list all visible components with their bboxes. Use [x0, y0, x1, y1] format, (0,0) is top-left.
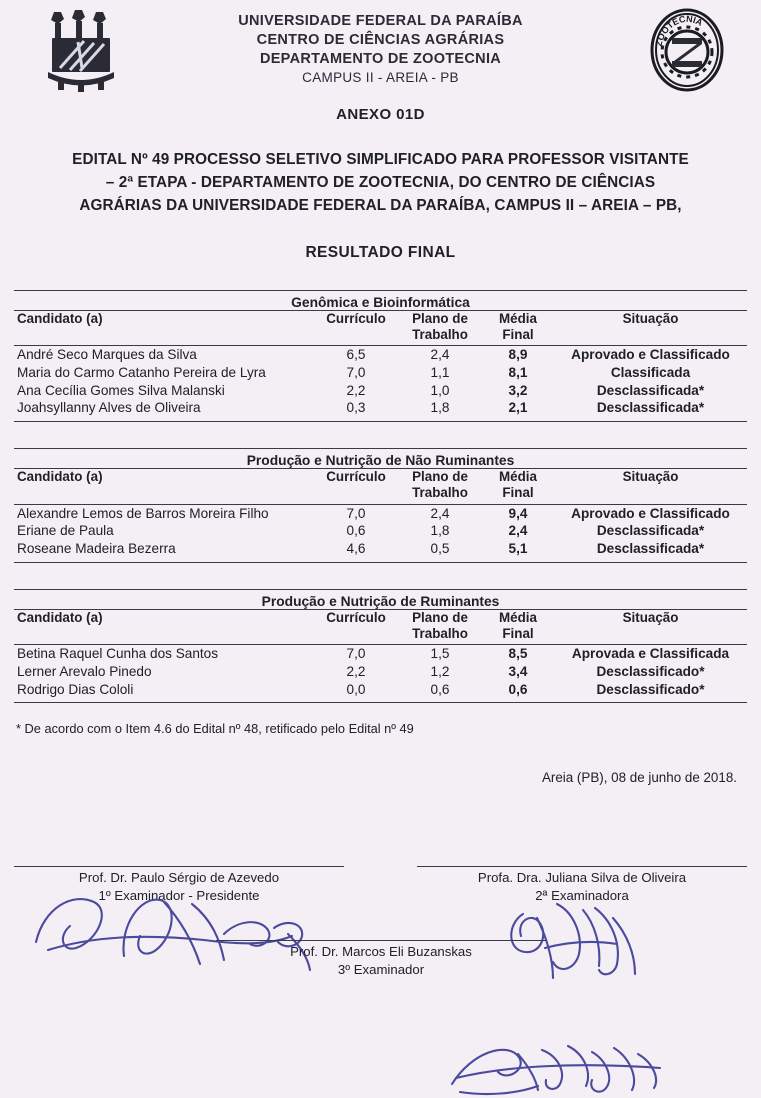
cell-media: 5,1 — [508, 541, 528, 557]
table-row — [14, 346, 747, 364]
cell-situacao: Desclassificado* — [596, 681, 705, 697]
cell-curriculo: 6,5 — [346, 347, 366, 363]
ufpb-coat-of-arms-icon — [38, 8, 130, 94]
table-bottom-rule — [14, 558, 747, 563]
col-header-situacao: Situação — [622, 609, 679, 625]
cell-candidate: Betina Raquel Cunha dos Santos — [17, 646, 219, 662]
col-header-plano-line1: Plano de — [412, 609, 468, 625]
signature-name-1: Prof. Dr. Paulo Sérgio de Azevedo — [78, 870, 280, 886]
col-header-media — [482, 609, 554, 641]
cell-media: 3,4 — [508, 664, 528, 680]
signature-name-2: Profa. Dra. Juliana Silva de Oliveira — [477, 870, 687, 886]
col-header-media-line2: Final — [502, 326, 534, 342]
table-row — [14, 645, 747, 663]
cell-curriculo: 2,2 — [346, 664, 366, 680]
col-header-plano-line2: Trabalho — [412, 484, 468, 500]
date-line: Areia (PB), 08 de junho de 2018. — [541, 770, 737, 786]
table-row — [14, 663, 747, 681]
cell-candidate: Ana Cecília Gomes Silva Malanski — [17, 382, 225, 398]
col-header-candidate: Candidato (a) — [17, 609, 103, 625]
col-header-plano — [398, 310, 482, 342]
annex-label: ANEXO 01D — [336, 106, 425, 123]
results-tables — [14, 290, 747, 704]
institution-line-2: CENTRO DE CIÊNCIAS AGRÁRIAS — [256, 32, 505, 49]
signature-rule-3 — [216, 940, 546, 941]
cell-plano: 1,5 — [430, 646, 450, 662]
col-header-media-line2: Final — [502, 625, 534, 641]
cell-curriculo: 7,0 — [346, 646, 366, 662]
cell-media: 0,6 — [508, 681, 528, 697]
svg-text:ZOOTECNIA: ZOOTECNIA — [653, 13, 705, 48]
cell-plano: 1,8 — [430, 523, 450, 539]
col-header-situacao: Situação — [622, 469, 679, 485]
col-header-media — [482, 469, 554, 501]
institution-line-3: DEPARTAMENTO DE ZOOTECNIA — [259, 51, 502, 68]
handwritten-signature-3 — [446, 1038, 696, 1098]
cell-candidate: Lerner Arevalo Pinedo — [17, 664, 152, 680]
document-header — [0, 0, 761, 96]
results-table-nao-ruminantes — [14, 448, 747, 563]
cell-media: 2,1 — [508, 400, 528, 416]
cell-candidate: André Seco Marques da Silva — [17, 347, 197, 363]
col-header-media-line1: Média — [499, 310, 537, 326]
table-row — [14, 399, 747, 417]
cell-media: 3,2 — [508, 382, 528, 398]
table-row — [14, 540, 747, 558]
col-header-plano-line2: Trabalho — [412, 625, 468, 641]
col-header-media-line1: Média — [499, 469, 537, 485]
cell-candidate: Maria do Carmo Catanho Pereira de Lyra — [17, 365, 266, 381]
cell-situacao: Desclassificada* — [596, 382, 705, 398]
edital-title-line-3: AGRÁRIAS DA UNIVERSIDADE FEDERAL DA PARAÍBA, CAMPUS II – AREIA – PB, — [79, 196, 682, 214]
cell-media: 8,5 — [508, 646, 528, 662]
col-header-curriculo: Currículo — [326, 310, 386, 326]
section-title-text: Produção e Nutrição de Não Ruminantes — [14, 453, 747, 469]
col-header-media-line2: Final — [502, 484, 534, 500]
col-header-plano — [398, 609, 482, 641]
cell-candidate: Alexandre Lemos de Barros Moreira Filho — [17, 505, 269, 521]
signature-rule-1 — [14, 866, 344, 867]
cell-candidate: Roseane Madeira Bezerra — [17, 541, 176, 557]
cell-candidate: Rodrigo Dias Cololi — [17, 681, 134, 697]
signature-role-1: 1º Examinador - Presidente — [98, 887, 260, 903]
cell-curriculo: 7,0 — [346, 365, 366, 381]
table-section-title — [14, 295, 747, 311]
cell-plano: 2,4 — [430, 505, 450, 521]
col-header-plano-line2: Trabalho — [412, 326, 468, 342]
results-table-genomica — [14, 290, 747, 422]
results-table-ruminantes — [14, 589, 747, 704]
table-column-headers — [14, 310, 747, 342]
cell-situacao: Classificada — [610, 365, 691, 381]
cell-situacao: Desclassificado* — [596, 664, 705, 680]
signature-block-3 — [216, 940, 546, 977]
col-header-curriculo: Currículo — [326, 469, 386, 485]
zootecnia-emblem-icon — [639, 6, 735, 94]
col-header-media-line1: Média — [499, 609, 537, 625]
cell-media: 9,4 — [508, 505, 528, 521]
cell-situacao: Desclassificada* — [596, 523, 705, 539]
edital-title — [18, 149, 743, 218]
col-header-situacao: Situação — [622, 310, 679, 326]
institution-heading — [238, 0, 523, 87]
table-column-headers — [14, 469, 747, 501]
signature-role-2: 2ª Examinadora — [535, 887, 629, 903]
col-header-curriculo: Currículo — [326, 609, 386, 625]
cell-plano: 0,5 — [430, 541, 450, 557]
table-section-title — [14, 453, 747, 469]
cell-candidate: Eriane de Paula — [17, 523, 114, 539]
cell-plano: 1,0 — [430, 382, 450, 398]
cell-plano: 2,4 — [430, 347, 450, 363]
edital-title-line-1: EDITAL Nº 49 PROCESSO SELETIVO SIMPLIFICADO PARA PROFESSOR VISITANTE — [72, 151, 689, 168]
cell-curriculo: 0,0 — [346, 681, 366, 697]
cell-situacao: Aprovado e Classificado — [571, 347, 730, 363]
col-header-plano — [398, 469, 482, 501]
cell-situacao: Aprovado e Classificado — [571, 505, 730, 521]
cell-plano: 0,6 — [430, 681, 450, 697]
signature-name-3: Prof. Dr. Marcos Eli Buzanskas — [290, 944, 472, 960]
signature-block-2 — [417, 866, 747, 903]
cell-curriculo: 2,2 — [346, 382, 366, 398]
cell-curriculo: 0,3 — [346, 400, 366, 416]
cell-curriculo: 0,6 — [346, 523, 366, 539]
cell-plano: 1,1 — [430, 365, 450, 381]
cell-situacao: Desclassificada* — [596, 400, 705, 416]
signature-block-1 — [14, 866, 344, 903]
col-header-plano-line1: Plano de — [412, 310, 468, 326]
table-row — [14, 364, 747, 382]
table-section-title — [14, 594, 747, 610]
edital-title-line-2: – 2ª ETAPA - DEPARTAMENTO DE ZOOTECNIA, DO CENTRO DE CIÊNCIAS — [105, 173, 656, 191]
cell-situacao: Desclassificada* — [596, 541, 705, 557]
table-bottom-rule — [14, 698, 747, 703]
cell-plano: 1,2 — [430, 664, 450, 680]
table-column-headers — [14, 609, 747, 641]
col-header-candidate: Candidato (a) — [17, 469, 103, 485]
col-header-media — [482, 310, 554, 342]
cell-situacao: Aprovada e Classificada — [571, 646, 730, 662]
cell-media: 8,9 — [508, 347, 528, 363]
signature-rule-2 — [417, 866, 747, 867]
table-bottom-rule — [14, 417, 747, 422]
signature-role-3: 3º Examinador — [337, 961, 425, 977]
col-header-candidate: Candidato (a) — [17, 310, 103, 326]
cell-plano: 1,8 — [430, 400, 450, 416]
cell-media: 2,4 — [508, 523, 528, 539]
col-header-plano-line1: Plano de — [412, 469, 468, 485]
table-row — [14, 382, 747, 400]
cell-candidate: Joahsyllanny Alves de Oliveira — [17, 400, 201, 416]
institution-line-1: UNIVERSIDADE FEDERAL DA PARAÍBA — [238, 13, 523, 29]
result-title: RESULTADO FINAL — [305, 243, 456, 261]
table-row — [14, 504, 747, 522]
cell-media: 8,1 — [508, 365, 528, 381]
footnote-text: * De acordo com o Item 4.6 do Edital nº 48, retificado pelo Edital nº 49 — [16, 721, 414, 737]
section-title-text: Produção e Nutrição de Ruminantes — [14, 594, 747, 610]
table-row — [14, 522, 747, 540]
signature-area — [0, 762, 761, 1012]
cell-curriculo: 7,0 — [346, 505, 366, 521]
institution-line-4: CAMPUS II - AREIA - PB — [302, 70, 459, 86]
cell-curriculo: 4,6 — [346, 541, 366, 557]
table-row — [14, 681, 747, 699]
section-title-text: Genômica e Bioinformática — [14, 295, 747, 311]
